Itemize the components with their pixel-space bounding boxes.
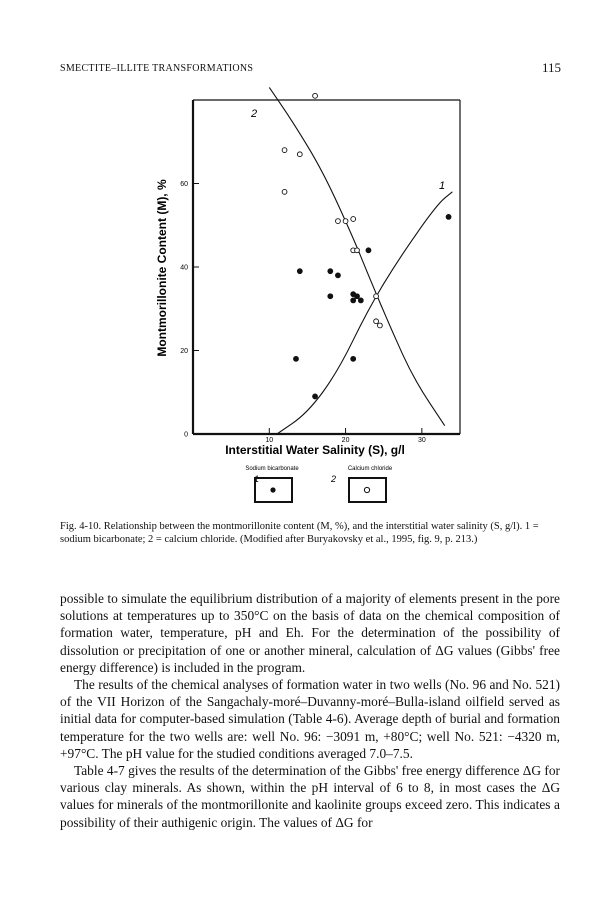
- data-point-bicarbonate: [293, 356, 298, 361]
- data-point-chloride: [374, 319, 379, 324]
- legend-box-2: [349, 478, 386, 502]
- y-tick-label: 0: [184, 431, 188, 439]
- curves: [269, 87, 452, 434]
- data-point-chloride: [297, 152, 302, 157]
- data-point-bicarbonate: [328, 269, 333, 274]
- data-point-chloride: [313, 93, 318, 98]
- curve-label-2: 2: [251, 108, 258, 120]
- y-tick-label: 20: [180, 348, 188, 355]
- y-tick-label: 60: [180, 181, 188, 188]
- legend-symbol-open: [364, 487, 369, 492]
- data-point-bicarbonate: [351, 298, 356, 303]
- data-point-chloride: [351, 217, 356, 222]
- data-points: [282, 93, 451, 399]
- data-point-chloride: [343, 219, 348, 224]
- data-point-bicarbonate: [366, 248, 371, 253]
- legend-label-2: Calcium chloride: [347, 466, 393, 472]
- y-tick-label: 40: [180, 264, 188, 272]
- legend-label-1: Sodium bicarbonate: [245, 466, 299, 472]
- data-point-bicarbonate: [312, 394, 317, 399]
- figure-caption: [60, 520, 560, 546]
- legend-number-2: 2: [331, 474, 337, 484]
- plot-frame: [193, 100, 460, 434]
- running-head: SMECTITE–ILLITE TRANSFORMATIONS: [60, 63, 254, 74]
- curve-2: [269, 87, 444, 425]
- data-point-bicarbonate: [351, 292, 356, 297]
- curve-label-1: 1: [439, 180, 446, 192]
- data-point-chloride: [282, 148, 287, 153]
- page-number: 115: [541, 60, 561, 75]
- data-point-chloride: [374, 294, 379, 299]
- data-point-bicarbonate: [328, 294, 333, 299]
- caption-text: Relationship between the montmorillonite content (M, %), and the interstitial water salinity (S, g/l). 1 = sodium bicarbonate; 2 = calcium chloride. (Modified after Buryakovsky et al., 1995, fig. 9, p. 213.): [60, 521, 539, 545]
- caption-label: Fig. 4-10.: [60, 521, 102, 532]
- data-point-bicarbonate: [351, 356, 356, 361]
- data-point-chloride: [336, 219, 341, 224]
- body-text: [60, 590, 560, 831]
- x-axis-label: Interstitial Water Salinity (S), g/l: [225, 443, 405, 457]
- data-point-chloride: [378, 323, 383, 328]
- y-ticks: [180, 181, 199, 439]
- paragraph-3: Table 4-7 gives the results of the determination of the Gibbs' free energy difference ΔG for various clay minerals. As shown, within the pH interval of 6 to 8, in most cases the ΔG values for minerals of the montmorillonite and kaolinite groups exceed zero. This indicates a possibility of their authigenic origin. The values of ΔG for: [60, 763, 560, 830]
- legend-symbol-filled: [270, 487, 275, 492]
- paragraph-1: possible to simulate the equilibrium distribution of a majority of elements present in the pore solutions at temperatures up to 350°C on the basis of data on the chemical composition of formation water, temperature, pH and Eh. For the determination of the possibility of dissolution or precipitation of one or another mineral, calculation of ΔG values (Gibbs' free energy difference) is included in the program.: [60, 591, 560, 675]
- data-point-bicarbonate: [358, 298, 363, 303]
- data-point-bicarbonate: [446, 214, 451, 219]
- legend-number-1: 1: [254, 474, 260, 484]
- x-tick-label: 10: [265, 437, 274, 444]
- data-point-bicarbonate: [297, 269, 302, 274]
- x-tick-label: 20: [341, 437, 350, 444]
- data-point-chloride: [355, 248, 360, 253]
- paragraph-2: The results of the chemical analyses of formation water in two wells (No. 96 and No. 521) of the VII Horizon of the Sangachaly-moré–Duvanny-moré–Bulla-island oilfield served as initial data for computer-based simulation (Table 4-6). Average depth of burial and formation temperature for the two wells are: well No. 96: −3091 m, +80°C; well No. 521: −4320 m, +97°C. The pH value for the studied conditions averaged 7.0–7.5.: [60, 677, 560, 761]
- data-point-chloride: [282, 189, 287, 194]
- x-tick-label: 30: [417, 437, 426, 444]
- legend: [245, 466, 393, 502]
- data-point-bicarbonate: [335, 273, 340, 278]
- x-ticks: [265, 428, 425, 444]
- y-axis-label: Montmorillonite Content (M), %: [155, 179, 169, 357]
